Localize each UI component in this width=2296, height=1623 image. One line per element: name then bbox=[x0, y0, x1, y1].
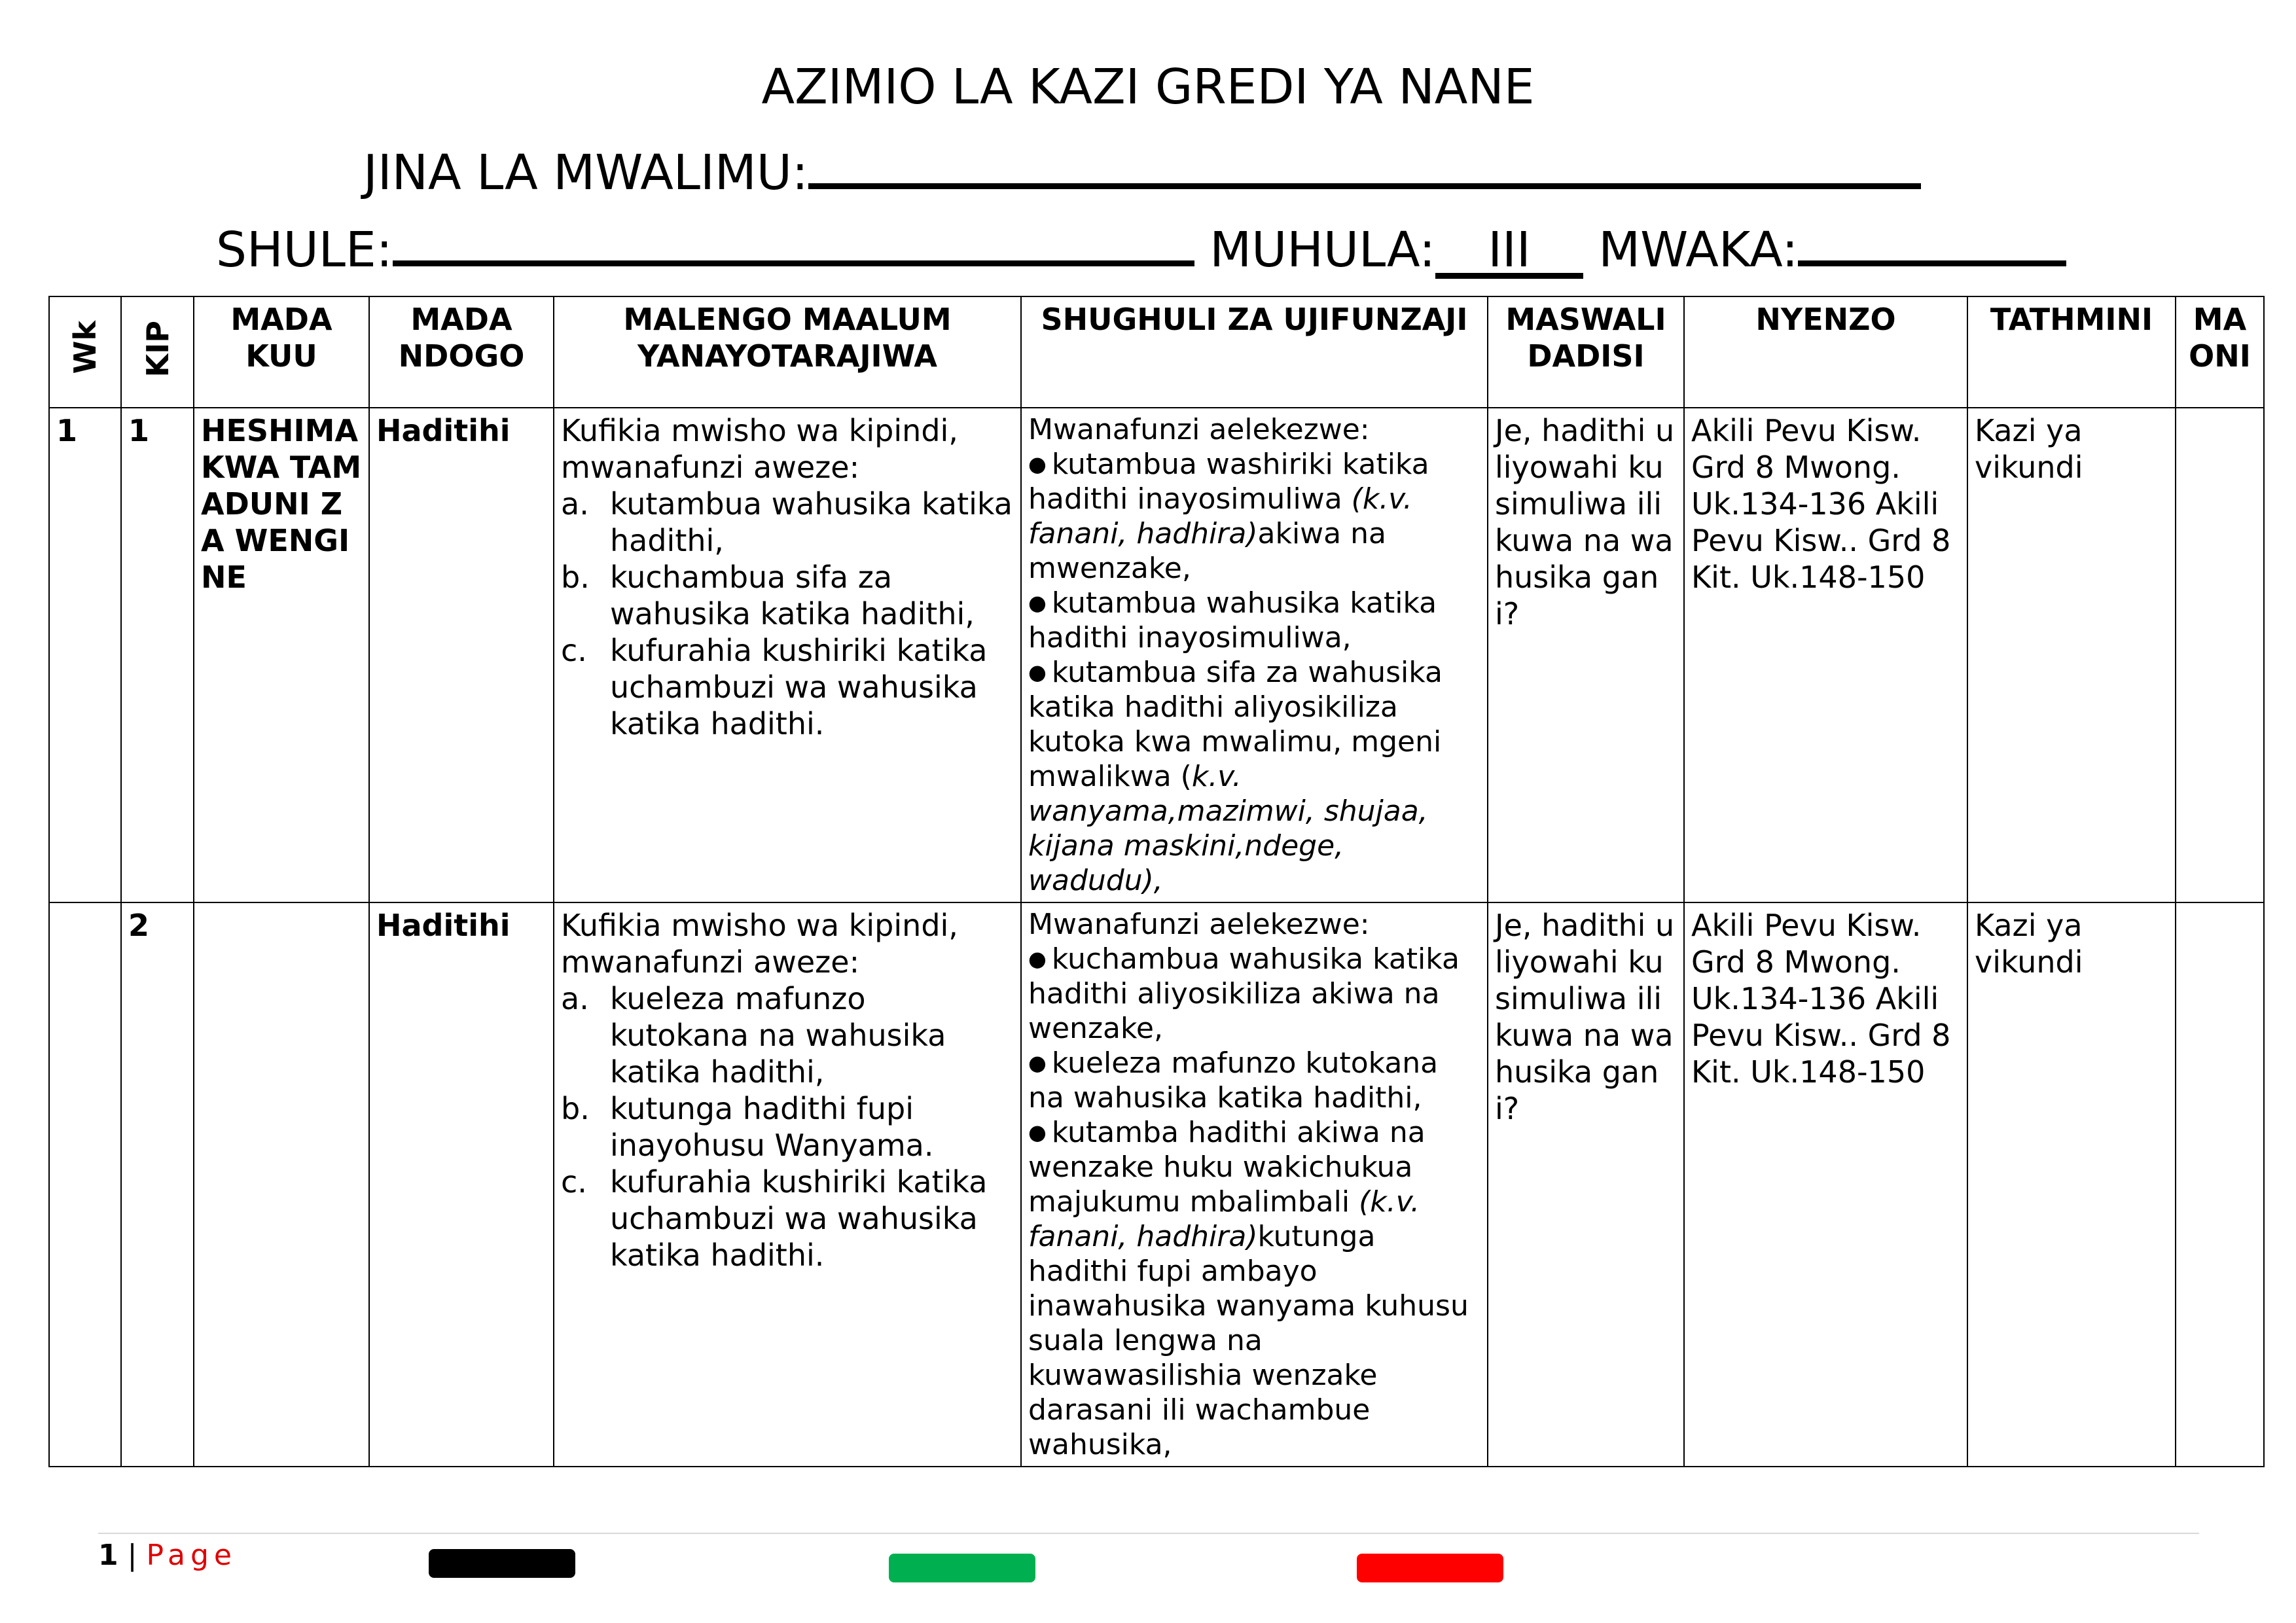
year-label: MWAKA: bbox=[1598, 222, 1799, 278]
teacher-name-line bbox=[363, 137, 1921, 202]
table-header-row bbox=[49, 296, 2264, 408]
page-separator: | bbox=[127, 1539, 137, 1572]
list-item: ● kutamba hadithi akiwa na wenzake huku wakichukua majukumu mbalimbali (k.v. fanani, hadhira)kutunga hadithi fupi ambayo inawahusika wanyama kuhusu suala lengwa na kuwawasilishia wenzake darasani ili wachambue wahusika, bbox=[1028, 1115, 1480, 1462]
list-item: ● kuchambua wahusika katika hadithi aliyosikiliza akiwa na wenzake, bbox=[1028, 942, 1480, 1046]
cell-maoni bbox=[2176, 902, 2264, 1467]
cell-malengo bbox=[554, 902, 1021, 1467]
cell-tathmini: Kazi ya vikundi bbox=[1967, 408, 2176, 902]
green-flag-bar bbox=[889, 1554, 1035, 1582]
cell-mada-ndogo: Haditihi bbox=[369, 408, 554, 902]
column-header-nyenzo: NYENZO bbox=[1684, 296, 1967, 408]
school-label: SHULE: bbox=[216, 222, 393, 278]
malengo-intro: Kufikia mwisho wa kipindi, mwanafunzi aweze: bbox=[561, 908, 958, 980]
term-value: III bbox=[1435, 221, 1583, 279]
cell-tathmini: Kazi ya vikundi bbox=[1967, 902, 2176, 1467]
cell-kip: 2 bbox=[121, 902, 194, 1467]
year-blank bbox=[1798, 215, 2066, 266]
cell-kip: 1 bbox=[121, 408, 194, 902]
column-header-malengo: MALENGO MAALUM YANAYOTARAJIWA bbox=[554, 296, 1021, 408]
term-label: MUHULA: bbox=[1210, 222, 1436, 278]
malengo-list bbox=[561, 486, 1014, 742]
cell-wk bbox=[49, 902, 121, 1467]
list-item: ● kutambua sifa za wahusika katika hadithi aliyosikiliza kutoka kwa mwalimu, mgeni mwalikwa (k.v. wanyama,mazimwi, shujaa, kijana maskini,ndege, wadudu), bbox=[1028, 655, 1480, 898]
cell-malengo bbox=[554, 408, 1021, 902]
column-header-mada-kuu: MADA KUU bbox=[194, 296, 369, 408]
list-item: a. kueleza mafunzo kutokana na wahusika katika hadithi, bbox=[561, 981, 946, 1090]
shughuli-intro: Mwanafunzi aelekezwe: bbox=[1028, 908, 1370, 941]
table-row bbox=[49, 408, 2264, 902]
cell-nyenzo: Akili Pevu Kisw. Grd 8 Mwong. Uk.134-136 Akili Pevu Kisw.. Grd 8 Kit. Uk.148-150 bbox=[1684, 408, 1967, 902]
page-footer bbox=[98, 1538, 237, 1573]
column-header-wk: Wk bbox=[49, 296, 121, 408]
black-flag-bar bbox=[429, 1549, 575, 1578]
malengo-list bbox=[561, 980, 1014, 1274]
column-header-mada-ndogo: MADA NDOGO bbox=[369, 296, 554, 408]
cell-mada-kuu: HESHIMA KWA TAMADUNI ZA WENGINE bbox=[194, 408, 369, 902]
list-item: ● kueleza mafunzo kutokana na wahusika katika hadithi, bbox=[1028, 1046, 1480, 1115]
school-term-year-line bbox=[216, 215, 2066, 279]
red-flag-bar bbox=[1357, 1554, 1503, 1582]
scheme-of-work-table bbox=[48, 296, 2265, 1467]
cell-shughuli bbox=[1021, 902, 1488, 1467]
list-item: b. kutunga hadithi fupi inayohusu Wanyama. bbox=[561, 1091, 934, 1163]
cell-mada-kuu bbox=[194, 902, 369, 1467]
table-row bbox=[49, 902, 2264, 1467]
list-item: c. kufurahia kushiriki katika uchambuzi wa wahusika katika hadithi. bbox=[561, 633, 988, 741]
column-header-tathmini: TATHMINI bbox=[1967, 296, 2176, 408]
cell-wk: 1 bbox=[49, 408, 121, 902]
document-title: AZIMIO LA KAZI GREDI YA NANE bbox=[761, 59, 1535, 115]
page-number: 1 bbox=[98, 1539, 118, 1572]
column-header-maswali: MASWALI DADISI bbox=[1488, 296, 1684, 408]
school-blank bbox=[393, 215, 1194, 266]
malengo-intro: Kufikia mwisho wa kipindi, mwanafunzi aweze: bbox=[561, 413, 958, 485]
cell-maswali: Je, hadithi uliyowahi kusimuliwa ilikuwa na wahusika gani? bbox=[1488, 408, 1684, 902]
cell-mada-ndogo: Haditihi bbox=[369, 902, 554, 1467]
footer-divider bbox=[98, 1533, 2199, 1534]
list-item: ● kutambua washiriki katika hadithi inayosimuliwa (k.v. fanani, hadhira)akiwa na mwenzake, bbox=[1028, 447, 1480, 586]
cell-nyenzo: Akili Pevu Kisw. Grd 8 Mwong. Uk.134-136 Akili Pevu Kisw.. Grd 8 Kit. Uk.148-150 bbox=[1684, 902, 1967, 1467]
cell-shughuli bbox=[1021, 408, 1488, 902]
column-header-shughuli: SHUGHULI ZA UJIFUNZAJI bbox=[1021, 296, 1488, 408]
column-header-maoni: MAONI bbox=[2176, 296, 2264, 408]
list-item: ● kutambua wahusika katika hadithi inayosimuliwa, bbox=[1028, 586, 1480, 655]
cell-maoni bbox=[2176, 408, 2264, 902]
column-header-kip: KIP bbox=[121, 296, 194, 408]
teacher-name-label: JINA LA MWALIMU: bbox=[363, 145, 808, 201]
list-item: a. kutambua wahusika katika hadithi, bbox=[561, 486, 1013, 558]
page-word: Page bbox=[146, 1539, 237, 1572]
list-item: b. kuchambua sifa za wahusika katika hadithi, bbox=[561, 560, 975, 632]
shughuli-intro: Mwanafunzi aelekezwe: bbox=[1028, 413, 1370, 446]
teacher-name-blank bbox=[808, 137, 1921, 189]
list-item: c. kufurahia kushiriki katika uchambuzi wa wahusika katika hadithi. bbox=[561, 1164, 988, 1273]
cell-maswali: Je, hadithi uliyowahi kusimuliwa ilikuwa na wahusika gani? bbox=[1488, 902, 1684, 1467]
